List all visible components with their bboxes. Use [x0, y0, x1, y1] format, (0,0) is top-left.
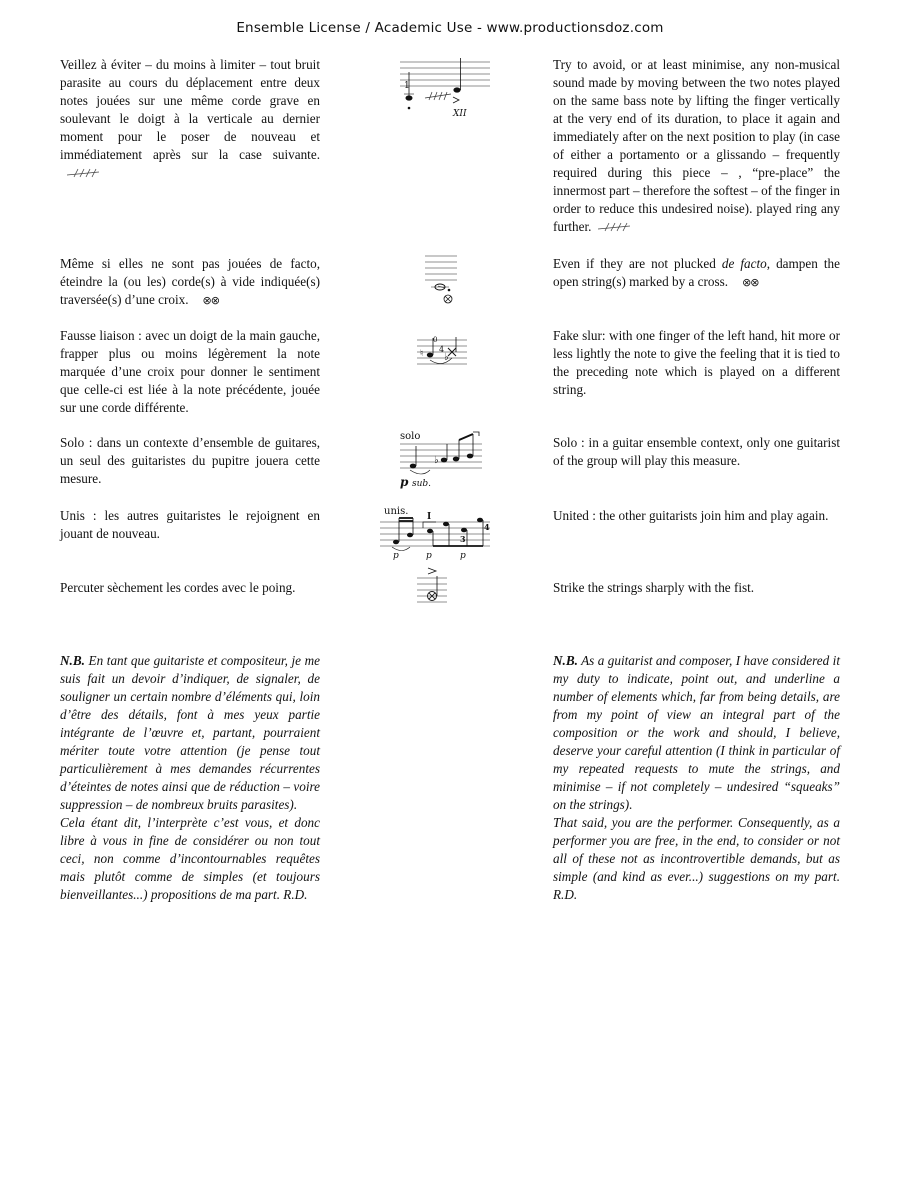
dyn-p-2: p: [426, 551, 432, 561]
en-text-1: [553, 56, 840, 237]
crossed-circles-icon: ⊗⊗: [742, 276, 759, 289]
en-text-6: Strike the strings sharply with the fist.: [553, 580, 755, 595]
en-text-1-body: Try to avoid, or at least minimise, any non-musical sound made by moving between the two notes played on the same bass note by lifting the finger vertically at the very end of its duration, to place it again and immediately after on the next position to play (in case of either a portamento or a glissando – frequently required during this piece – , “pre-place” the innermost part – therefore the softest – of the finger in order to reduce this undesired noise). played ring any further.: [553, 57, 840, 234]
notation-figure-6: [414, 566, 450, 612]
en-nb-body: As a guitarist and composer, I have considered it my duty to indicate, point out, and underline a number of elements which, far from being details, are from my point of view an integral part of the composition or the work and should, I believe, deserve your careful attention (I think in particular of my repeated requests to mute the strings, and minimise – if not completely – undesired “squeaks” on the strings).: [553, 653, 840, 812]
finger-four: 4: [439, 345, 445, 354]
en-nb-label: N.B.: [553, 653, 578, 668]
hash-strokes-icon: [66, 165, 100, 183]
en-text-2: [553, 255, 840, 292]
fr-text-2: [60, 255, 320, 310]
en-text-2-em: de facto: [721, 256, 767, 271]
unis-label: unis.: [384, 506, 409, 517]
en-nb-note: [553, 652, 840, 904]
notation-figure-1: [395, 52, 495, 122]
solo-label: solo: [400, 431, 421, 442]
fr-nb-note: [60, 652, 320, 904]
svg-text:♭: ♭: [434, 455, 439, 466]
roman-position: I: [427, 512, 432, 522]
en-text-3: Fake slur: with one finger of the left hand, hit more or less lightly the note to give the feeling that it is tied to the preceding note which is played on a different string.: [553, 328, 840, 397]
en-text-4: Solo : in a guitar ensemble context, only one guitarist of the group will play this measure.: [553, 435, 840, 468]
en-text-2-pre: Even if they are not plucked: [553, 256, 722, 271]
en-nb-body-2: That said, you are the performer. Consequently, as a performer you are free, in the end, to consider or not all of these not as incontrovertible demands, but as simple (and kind as ever...) suggestions on my part. R.D.: [553, 815, 840, 902]
dyn-p-3: p: [460, 551, 466, 561]
fr-text-2-body: Même si elles ne sont pas jouées de facto, éteindre la (ou les) corde(s) à vide indiquée(s) traversée(s) d’une croix.: [60, 256, 320, 307]
notation-figure-5: [378, 500, 493, 564]
fr-nb-label: N.B.: [60, 653, 85, 668]
svg-text:♭: ♭: [444, 352, 449, 363]
fr-text-1: [60, 56, 320, 183]
fr-text-6: Percuter sèchement les cordes avec le poing.: [60, 580, 296, 595]
dyn-p-1: p: [393, 551, 399, 561]
fr-text-3: Fausse liaison : avec un doigt de la main gauche, frapper plus ou moins légèrement la note marquée d’une croix pour donner le sentiment que celle-ci est liée à la note précédente, jouée sur une corde différente.: [60, 328, 320, 415]
dynamic-sub: sub.: [412, 479, 432, 489]
fr-nb-body-2: Cela étant dit, l’interprète c’est vous, et donc libre à vous in fine de considérer ou non tout ceci, non comme d’incontournables requêtes mais plutôt comme de simples (et toujours bienveillantes...) propositions de ma part. R.D.: [60, 815, 320, 902]
hash-strokes-icon: [597, 219, 631, 237]
fr-text-5: Unis : les autres guitaristes le rejoignent en jouant de nouveau.: [60, 508, 320, 541]
notation-figure-4: [396, 426, 486, 492]
finger-number: 1: [404, 81, 410, 91]
finger-four-b: 4: [484, 522, 490, 532]
license-header: Ensemble License / Academic Use - www.productionsdoz.com: [236, 20, 664, 36]
fr-nb-body: En tant que guitariste et compositeur, je me suis fait un devoir d’indiquer, de signaler, de souligner un certain nombre d’éléments qui, loin d’être des détails, font à mes yeux partie intégrante de l’œuvre et, partant, pourraient mériter toute votre attention (je pense tout particulièrement à mes demandes récurrentes d’éteintes de notes ainsi que de réduction – voire suppression – de nombreux bruits parasites).: [60, 653, 320, 812]
open-string-number: 0: [433, 336, 438, 344]
en-text-5: United : the other guitarists join him and play again.: [553, 508, 829, 523]
finger-three: 3: [460, 534, 466, 544]
fr-text-4: Solo : dans un contexte d’ensemble de guitares, un seul des guitaristes du pupitre jouera cette mesure.: [60, 435, 320, 486]
notation-figure-3: [412, 332, 472, 377]
en-text-2-post: , dampen the open string(s) marked by a cross.: [553, 256, 840, 289]
dynamic-p: p: [400, 475, 409, 489]
crossed-circles-icon: ⊗⊗: [202, 294, 219, 307]
fr-text-1-body: Veillez à éviter – du moins à limiter – tout bruit parasite au cours du déplacement entre deux notes jouées sur une même corde grave en soulevant le doigt à la verticale au dernier moment pour le poser de nouveau et immédiatement après sur la case suivante.: [60, 57, 320, 162]
position-label: XII: [453, 109, 467, 119]
notation-figure-2: [415, 250, 465, 308]
svg-text:♮: ♮: [420, 349, 424, 359]
